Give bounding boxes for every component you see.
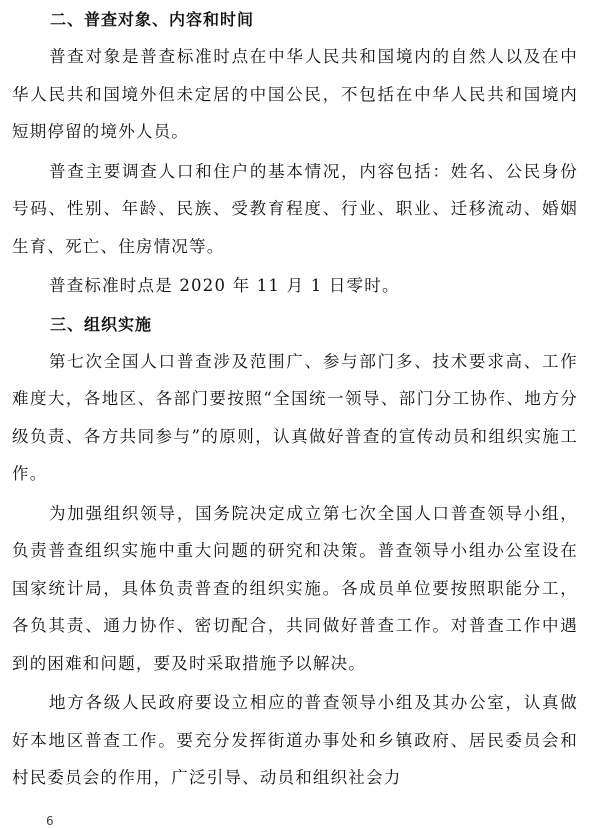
section-heading-3: 三、组织实施: [50, 314, 153, 334]
section-heading-2: 二、普查对象、内容和时间: [50, 10, 255, 29]
page-number-fragment: 6: [46, 814, 54, 828]
document-page: [12, 0, 578, 799]
paragraph: 地方各级人民政府要设立相应的普查领导小组及其办公室，认真做好本地区普查工作。要充分发挥街道办事处和乡镇政府、居民委员会和村民委员会的作用，广泛引导、动员和组织社会力: [12, 693, 578, 787]
paragraph: 普查对象是普查标准时点在中华人民共和国境内的自然人以及在中华人民共和国境外但未定居的中国公民，不包括在中华人民共和国境内短期停留的境外人员。: [12, 47, 578, 141]
paragraph: 普查主要调查人口和住户的基本情况，内容包括：姓名、公民身份号码、性别、年龄、民族、受教育程度、行业、职业、迁移流动、婚姻生育、死亡、住房情况等。: [12, 161, 578, 256]
paragraph: 普查标准时点是 2020 年 11 月 1 日零时。: [49, 276, 400, 295]
paragraph: 为加强组织领导，国务院决定成立第七次全国人口普查领导小组，负责普查组织实施中重大问题的研究和决策。普查领导小组办公室设在国家统计局，具体负责普查的组织实施。各成员单位要按照职能分工，各负其责、通力协作、密切配合，共同做好普查工作。对普查工作中遇到的困难和问题，要及时采取措施予以解决。: [12, 503, 578, 673]
paragraph: 第七次全国人口普查涉及范围广、参与部门多、技术要求高、工作难度大，各地区、各部门要按照“全国统一领导、部门分工协作、地方分级负责、各方共同参与”的原则，认真做好普查的宣传动员和组织实施工作。: [12, 351, 578, 483]
